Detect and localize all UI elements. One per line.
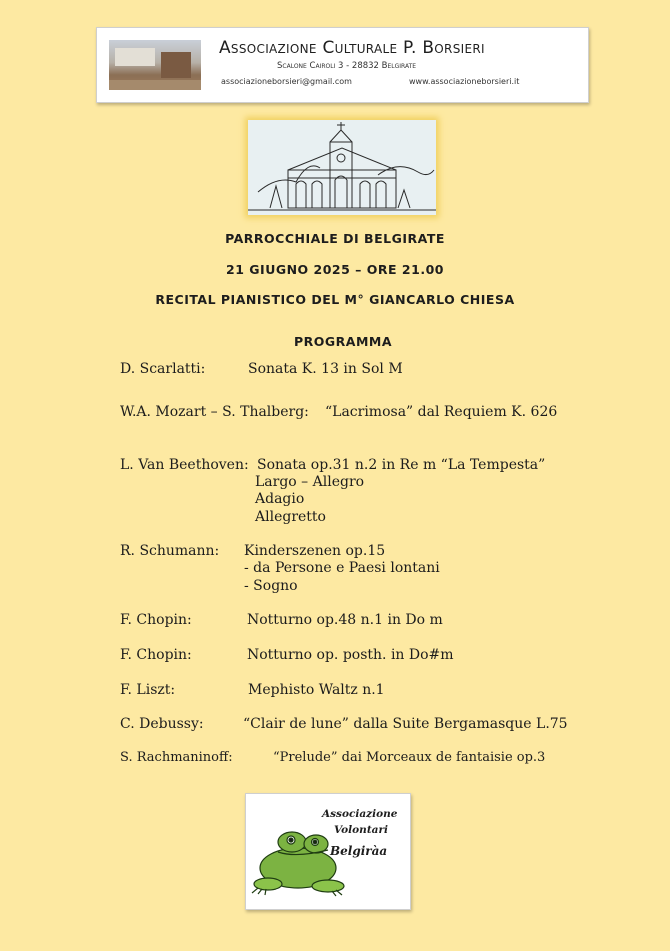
event-date: 21 GIUGNO 2025 – ORE 21.00 (226, 262, 444, 277)
work: Notturno op.48 n.1 in Do m (247, 612, 443, 628)
movement: Largo – Allegro (255, 474, 365, 490)
movement: - Sogno (244, 578, 298, 594)
work: Kinderszenen op.15 (244, 543, 386, 559)
lake-village-photo (109, 40, 201, 90)
association-website: www.associazioneborsieri.it (409, 77, 520, 86)
work: “Prelude” dai Morceaux de fantaisie op.3 (273, 750, 546, 765)
work: Sonata K. 13 in Sol M (248, 361, 403, 377)
work: Sonata op.31 n.2 in Re m “La Tempesta” (257, 457, 546, 473)
composer: S. Rachmaninoff: (120, 750, 233, 765)
work: “Clair de lune” dalla Suite Bergamasque L.75 (243, 716, 568, 732)
composer: F. Liszt: (120, 682, 176, 698)
composer: F. Chopin: (120, 647, 192, 663)
movement: - da Persone e Paesi lontani (244, 560, 440, 576)
composer: D. Scarlatti: (120, 361, 206, 377)
association-header (96, 27, 589, 103)
work: Notturno op. posth. in Do#m (247, 647, 454, 663)
composer: R. Schumann: (120, 543, 220, 559)
movement: Allegretto (255, 509, 326, 525)
composer: L. Van Beethoven: (120, 457, 249, 473)
logo-line-3: Belgiràa (330, 844, 388, 858)
composer: W.A. Mozart – S. Thalberg: (120, 404, 309, 420)
association-address: Scalone Cairoli 3 - 28832 Belgirate (277, 61, 417, 71)
association-title: Associazione Culturale P. Borsieri (219, 38, 485, 58)
logo-line-2: Volontari (334, 824, 388, 836)
composer: F. Chopin: (120, 612, 192, 628)
program-heading: PROGRAMMA (293, 334, 393, 349)
composer: C. Debussy: (120, 716, 204, 732)
church-drawing (248, 120, 436, 215)
movement: Adagio (255, 491, 305, 507)
volunteers-association-logo (245, 793, 411, 910)
association-email: associazioneborsieri@gmail.com (221, 77, 352, 86)
event-venue: PARROCCHIALE DI BELGIRATE (225, 231, 445, 246)
work: “Lacrimosa” dal Requiem K. 626 (325, 404, 558, 420)
work: Mephisto Waltz n.1 (248, 682, 385, 698)
church-sketch-icon (248, 120, 436, 215)
event-title: RECITAL PIANISTICO DEL M° GIANCARLO CHIESA (155, 292, 515, 307)
logo-line-1: Associazione (322, 808, 398, 820)
